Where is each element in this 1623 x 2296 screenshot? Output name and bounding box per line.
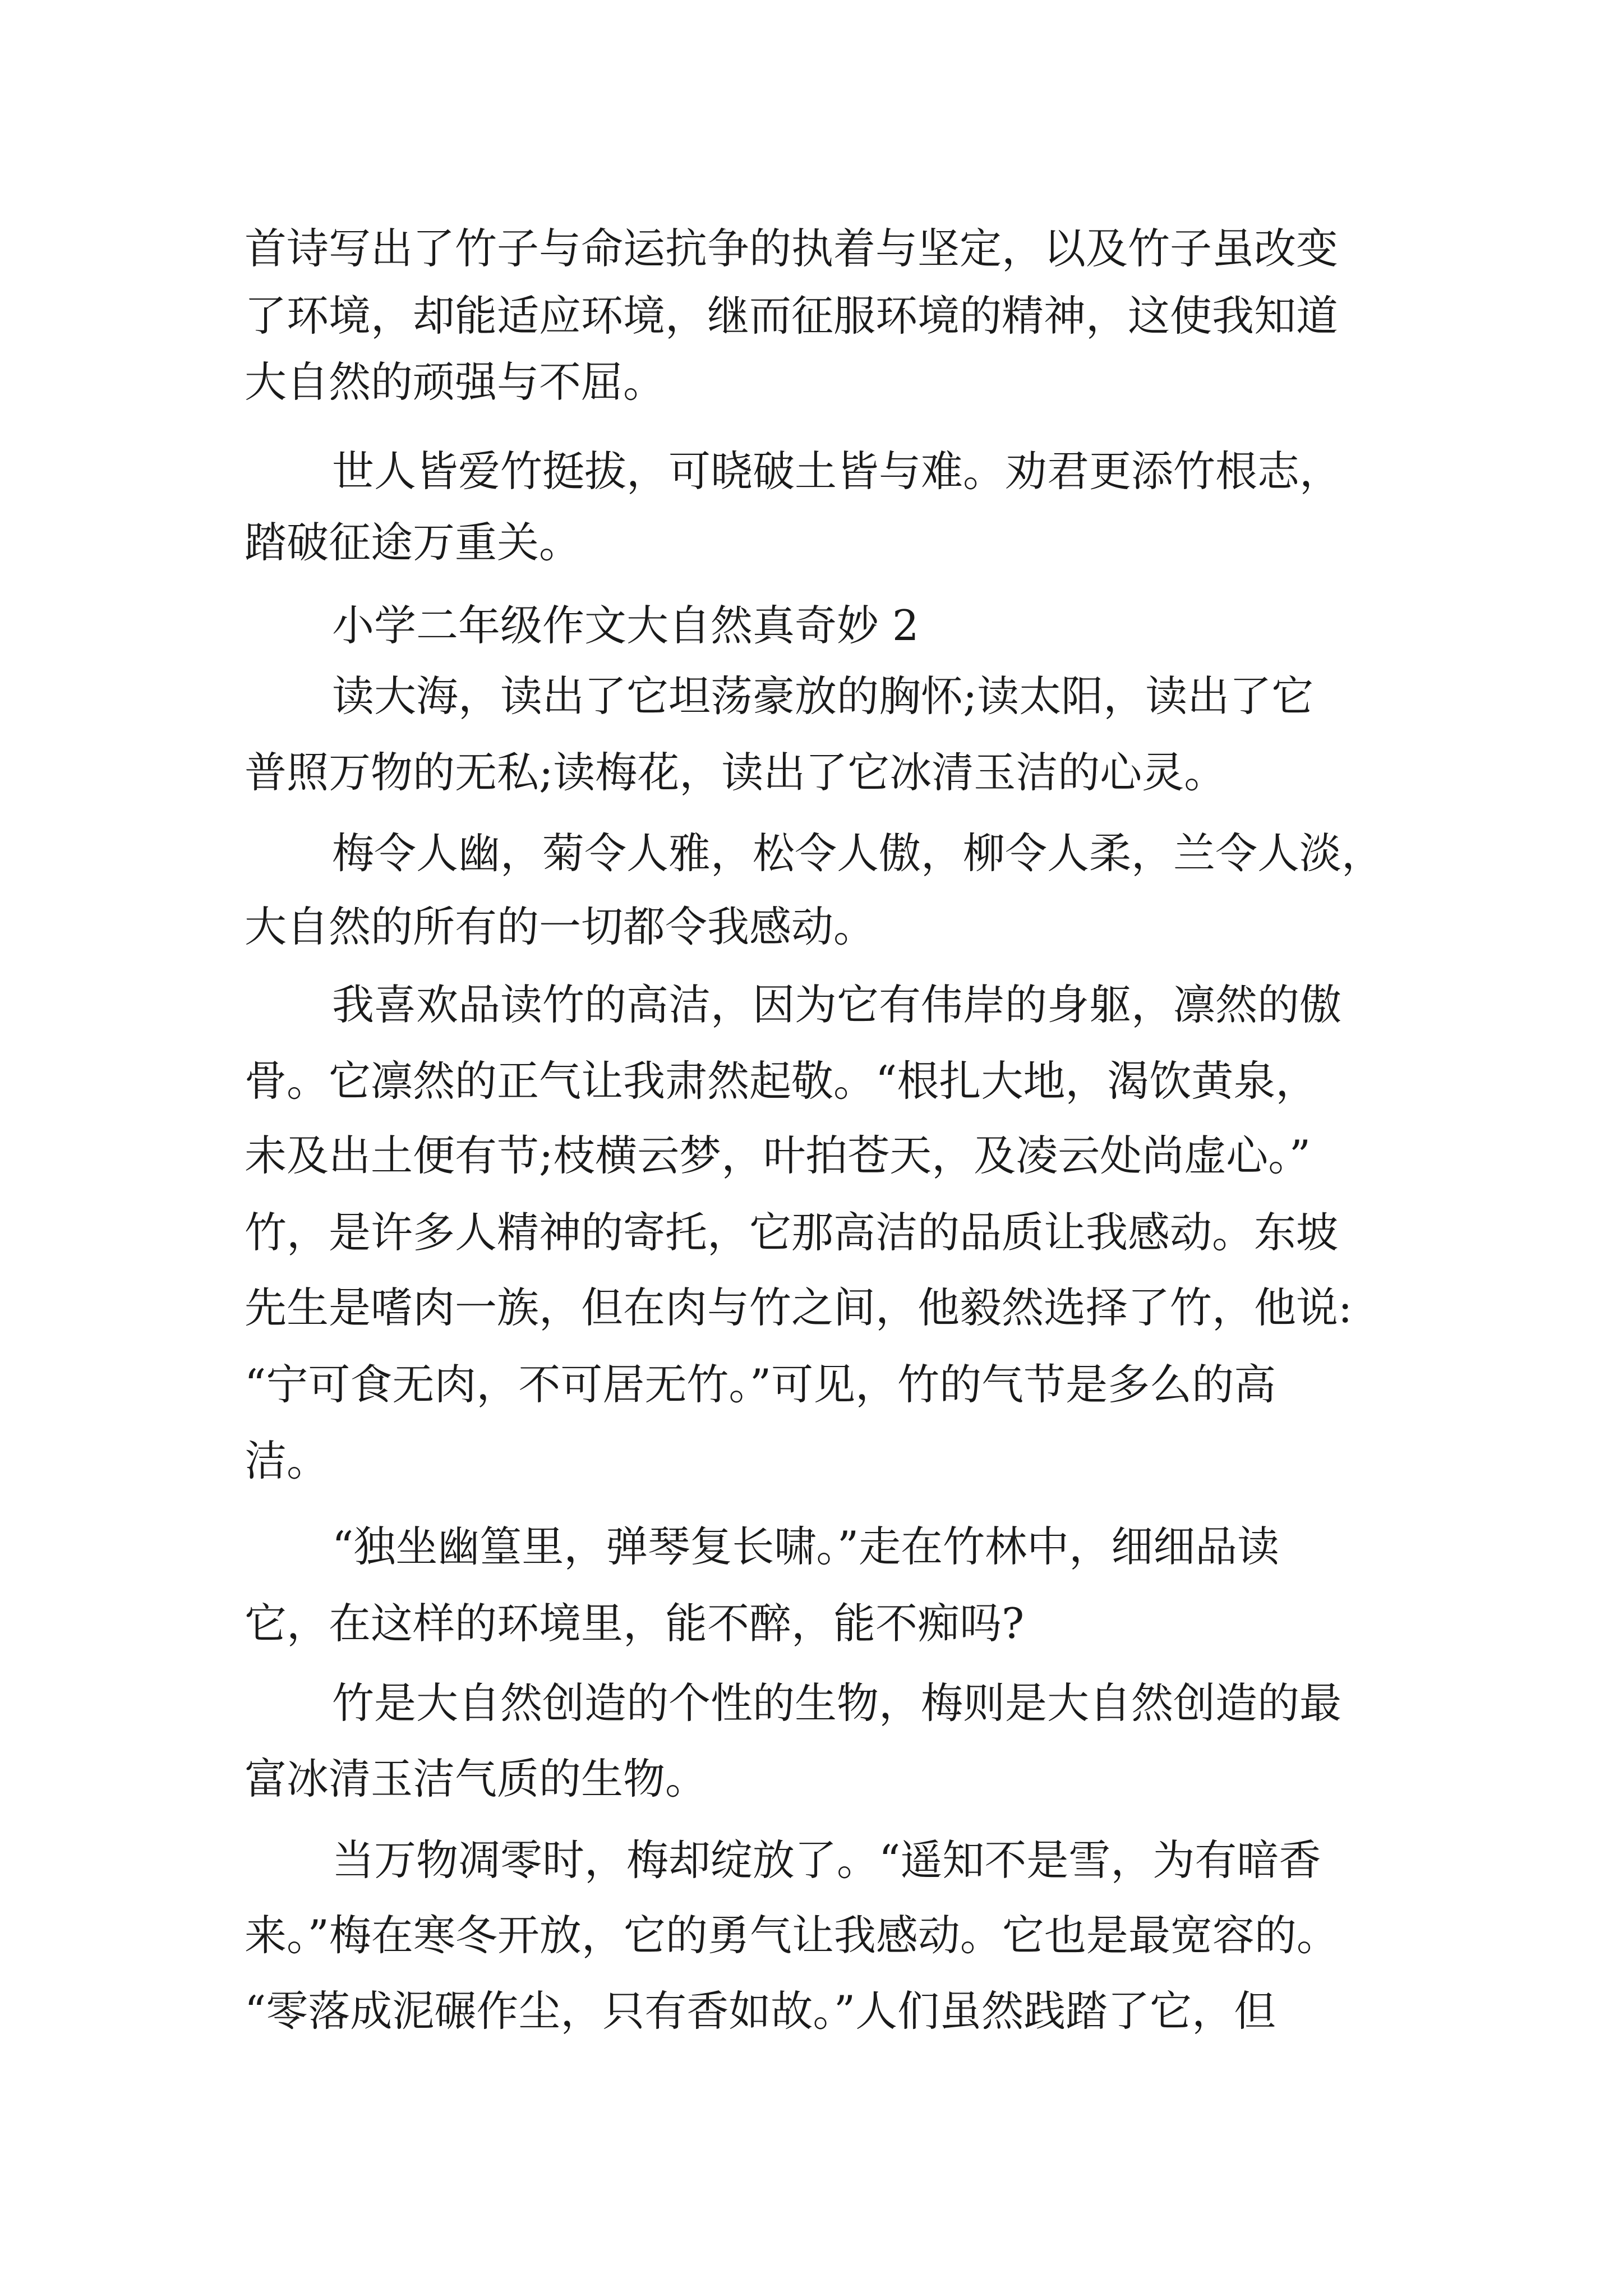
text-line: “独坐幽篁里，弹琴复长啸。”走在竹林中，细细品读 bbox=[332, 1522, 1280, 1571]
section-heading: 小学二年级作文大自然真奇妙 2 bbox=[332, 601, 919, 650]
text-line: 我喜欢品读竹的高洁，因为它有伟岸的身躯，凛然的傲 bbox=[332, 980, 1342, 1029]
text-line: 世人皆爱竹挺拔，可晓破土皆与难。劝君更添竹根志， bbox=[332, 447, 1342, 496]
text-line: 大自然的所有的一切都令我感动。 bbox=[245, 902, 876, 951]
text-line: 当万物凋零时，梅却绽放了。“遥知不是雪，为有暗香 bbox=[332, 1835, 1321, 1885]
text-line: 读大海，读出了它坦荡豪放的胸怀;读太阳，读出了它 bbox=[332, 671, 1314, 721]
text-line: 大自然的顽强与不屈。 bbox=[245, 357, 666, 407]
text-line: 未及出土便有节;枝横云梦，叶拍苍天，及凌云处尚虚心。” bbox=[245, 1131, 1311, 1180]
text-line: 它，在这样的环境里，能不醉，能不痴吗? bbox=[245, 1599, 1025, 1648]
text-line: 首诗写出了竹子与命运抗争的执着与坚定，以及竹子虽改变 bbox=[245, 224, 1339, 273]
text-line: “零落成泥碾作尘，只有香如故。”人们虽然践踏了它，但 bbox=[245, 1986, 1276, 2036]
text-line: 竹，是许多人精神的寄托，它那高洁的品质让我感动。东坡 bbox=[245, 1208, 1339, 1257]
text-line: 骨。它凛然的正气让我肃然起敬。“根扎大地，渴饮黄泉， bbox=[245, 1056, 1318, 1106]
text-line: 洁。 bbox=[245, 1436, 329, 1485]
text-line: 了环境，却能适应环境，继而征服环境的精神，这使我知道 bbox=[245, 291, 1339, 341]
text-line: 富冰清玉洁气质的生物。 bbox=[245, 1754, 708, 1803]
text-line: 来。”梅在寒冬开放，它的勇气让我感动。它也是最宽容的。 bbox=[245, 1911, 1339, 1960]
text-line: 普照万物的无私;读梅花，读出了它冰清玉洁的心灵。 bbox=[245, 748, 1227, 797]
text-line: 竹是大自然创造的个性的生物，梅则是大自然创造的最 bbox=[332, 1678, 1342, 1728]
text-line: 梅令人幽，菊令人雅，松令人傲，柳令人柔，兰令人淡， bbox=[332, 829, 1384, 878]
text-line: 踏破征途万重关。 bbox=[245, 518, 582, 567]
text-line: 先生是嗜肉一族，但在肉与竹之间，他毅然选择了竹，他说: bbox=[245, 1283, 1353, 1332]
text-line: “宁可食无肉，不可居无竹。”可见，竹的气节是多么的高 bbox=[245, 1360, 1276, 1409]
